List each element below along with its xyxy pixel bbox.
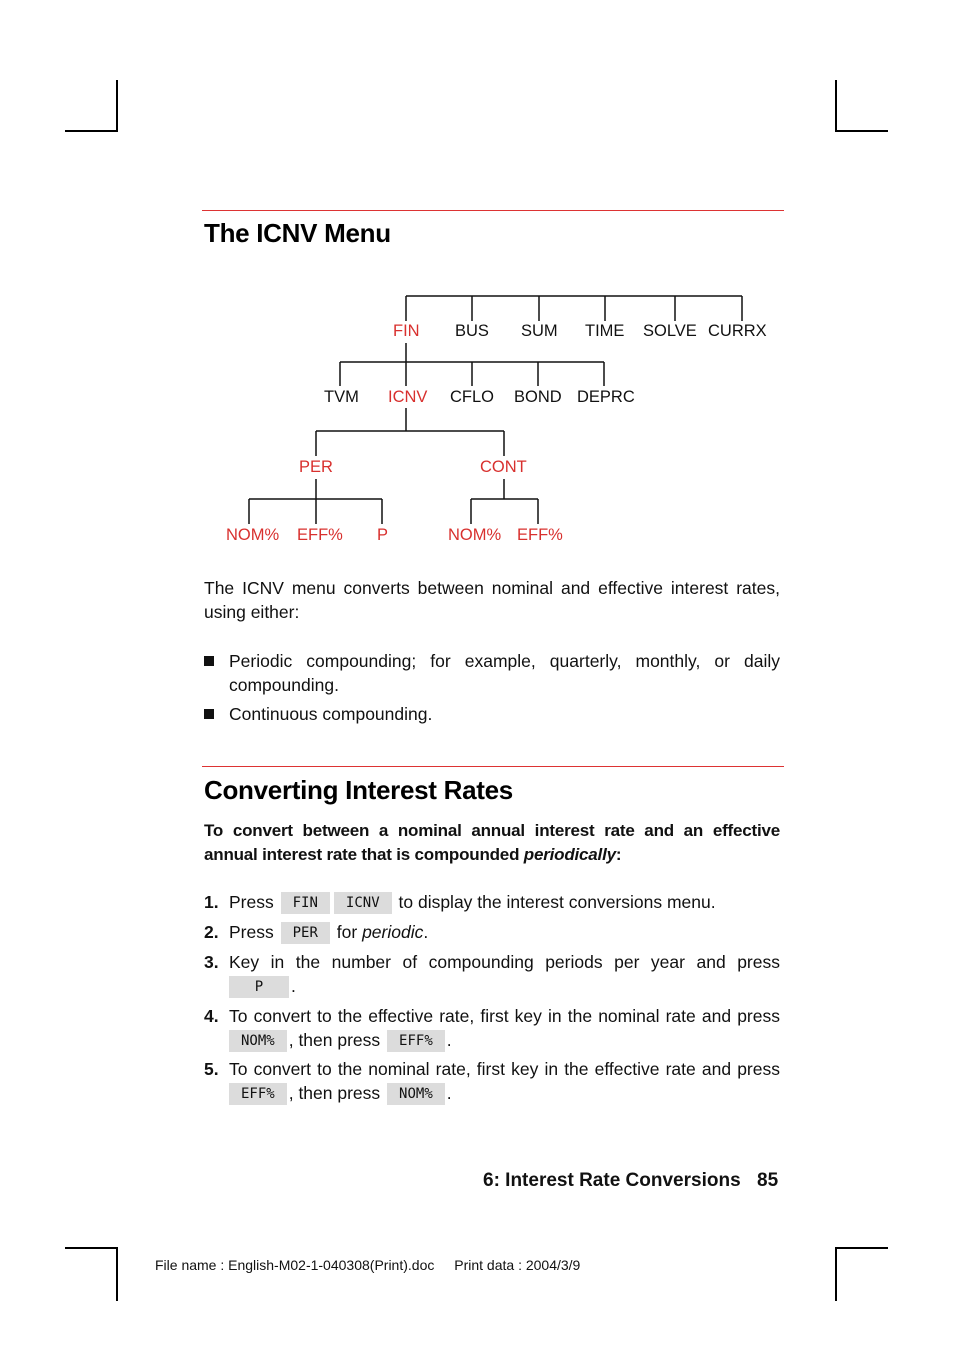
print-data: Print data : 2004/3/9 xyxy=(454,1257,581,1273)
crop-mark-bottom-left-h xyxy=(65,1247,118,1249)
procedure-lead-colon: : xyxy=(615,845,622,864)
menu-label-tvm: TVM xyxy=(324,388,359,406)
menu-label-bus: BUS xyxy=(455,322,489,340)
footer-chapter: 6: Interest Rate Conversions xyxy=(483,1170,741,1191)
menu-label-cont: CONT xyxy=(480,458,527,476)
bullet-periodic xyxy=(204,649,780,697)
step-number: 1. xyxy=(204,892,219,912)
key-fin: FIN xyxy=(281,892,330,914)
key-p: P xyxy=(229,976,289,998)
step-text: Press PER for periodic. xyxy=(229,922,429,942)
menu-tree-lines xyxy=(0,0,954,560)
menu-label-icnv: ICNV xyxy=(388,388,428,406)
step-number: 3. xyxy=(204,952,219,972)
menu-label-time: TIME xyxy=(585,322,625,340)
menu-label-per-nom: NOM% xyxy=(226,526,280,544)
crop-mark-bottom-left-v xyxy=(116,1247,118,1301)
crop-mark-bottom-right-v xyxy=(835,1247,837,1301)
menu-label-bond: BOND xyxy=(514,388,562,406)
bullet-continuous xyxy=(204,702,780,726)
key-icnv: ICNV xyxy=(334,892,392,914)
section-title-icnv-menu: The ICNV Menu xyxy=(204,218,391,248)
procedure-lead-text: To convert between a nominal annual interest rate and an effective annual interest rate that is compounded xyxy=(204,821,780,864)
procedure-lead xyxy=(204,819,780,867)
step-2 xyxy=(204,920,780,946)
step-text: Key in the number of compounding periods per year and press P . xyxy=(229,952,780,996)
step-number: 4. xyxy=(204,1006,219,1026)
key-per: PER xyxy=(281,922,330,944)
menu-label-fin: FIN xyxy=(393,322,420,340)
step-text: To convert to the nominal rate, first key in the effective rate and press EFF% , then press NOM% . xyxy=(229,1059,780,1103)
bullet-square xyxy=(204,709,214,719)
key-eff: EFF% xyxy=(387,1030,445,1052)
file-name: File name : English-M02-1-040308(Print).doc xyxy=(155,1257,435,1273)
key-nom: NOM% xyxy=(387,1083,445,1105)
step-number: 5. xyxy=(204,1059,219,1079)
menu-label-deprc: DEPRC xyxy=(577,388,635,406)
menu-label-solve: SOLVE xyxy=(643,322,697,340)
menu-label-per-eff: EFF% xyxy=(297,526,343,544)
step-number: 2. xyxy=(204,922,219,942)
menu-label-cont-eff: EFF% xyxy=(517,526,563,544)
bullet-text: Continuous compounding. xyxy=(229,704,433,724)
section-rule-2 xyxy=(202,766,784,767)
menu-label-cont-nom: NOM% xyxy=(448,526,502,544)
crop-mark-bottom-right-h xyxy=(835,1247,888,1249)
procedure-lead-emphasis: periodically xyxy=(523,845,616,864)
menu-label-sum: SUM xyxy=(521,322,558,340)
key-eff: EFF% xyxy=(229,1083,287,1105)
bullet-square xyxy=(204,656,214,666)
step-3 xyxy=(204,950,780,1000)
step-5 xyxy=(204,1057,780,1107)
step-1 xyxy=(204,890,780,916)
menu-label-per: PER xyxy=(299,458,333,476)
section-title-converting: Converting Interest Rates xyxy=(204,775,513,805)
footer-page-number: 85 xyxy=(757,1170,779,1191)
file-info xyxy=(155,1257,580,1273)
intro-paragraph: The ICNV menu converts between nominal and effective interest rates, using either: xyxy=(204,578,780,622)
bullet-text: Periodic compounding; for example, quarterly, monthly, or daily compounding. xyxy=(229,651,780,695)
step-text: Press FIN ICNV to display the interest conversions menu. xyxy=(229,892,716,912)
step-4 xyxy=(204,1004,780,1054)
menu-tree xyxy=(0,0,954,560)
key-nom: NOM% xyxy=(229,1030,287,1052)
step-text: To convert to the effective rate, first key in the nominal rate and press NOM% , then press EFF% . xyxy=(229,1006,780,1050)
menu-label-cflo: CFLO xyxy=(450,388,495,406)
menu-label-per-p: P xyxy=(377,526,389,544)
menu-label-currx: CURRX xyxy=(708,322,767,340)
